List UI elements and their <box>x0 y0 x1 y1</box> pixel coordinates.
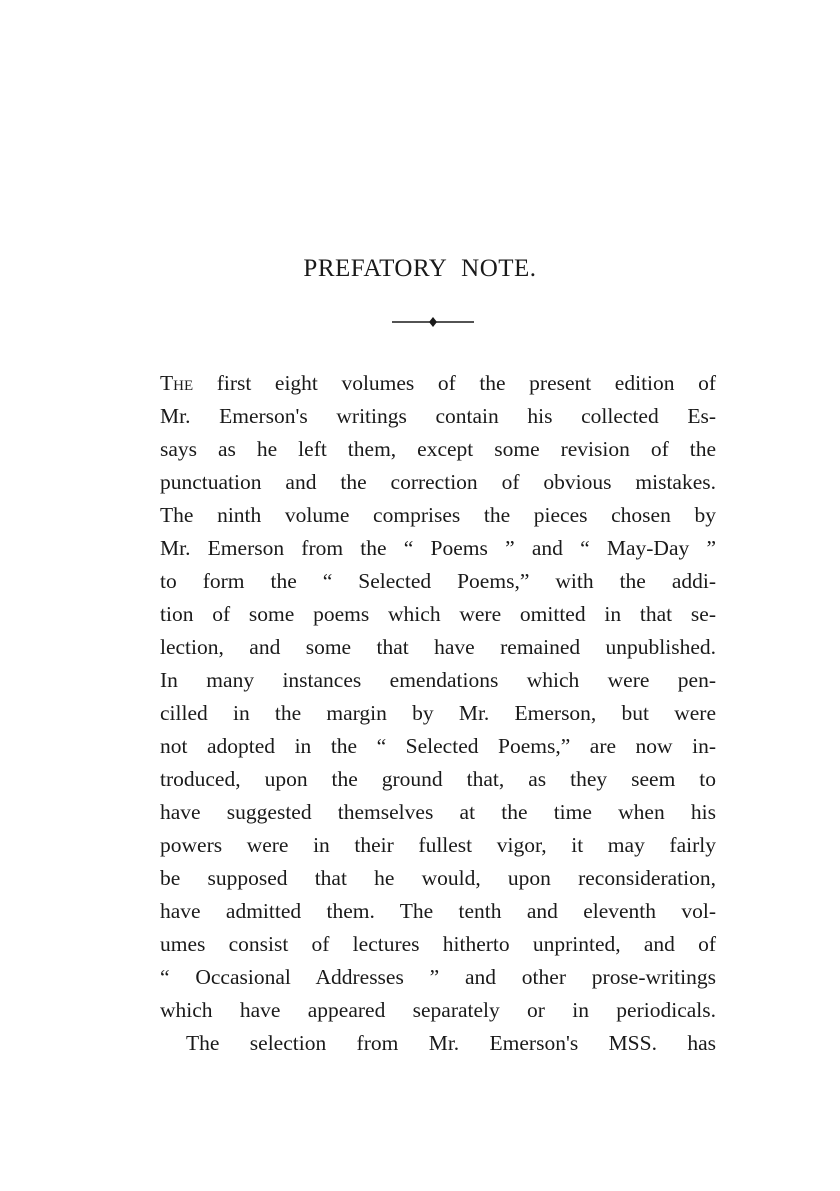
text-line: troduced, upon the ground that, as they seem to <box>160 767 716 791</box>
text-line: tion of some poems which were omitted in that se- <box>160 602 716 626</box>
first-line-rest: first eight volumes of the present edition of <box>216 371 716 395</box>
text-line: powers were in their fullest vigor, it may fairly <box>160 833 716 857</box>
text-line: Mr. Emerson's writings contain his collected Es- <box>160 404 716 428</box>
text-line: be supposed that he would, upon reconsideration, <box>160 866 716 890</box>
text-line: have admitted them. The tenth and eleventh vol- <box>160 899 716 923</box>
text-line: Mr. Emerson from the “ Poems ” and “ May-Day ” <box>160 536 716 560</box>
text-line: which have appeared separately or in periodicals. <box>160 998 716 1022</box>
prefatory-text <box>160 367 716 1060</box>
text-line: cilled in the margin by Mr. Emerson, but were <box>160 701 716 725</box>
text-line: have suggested themselves at the time when his <box>160 800 716 824</box>
lead-word-small-caps: The <box>160 371 194 395</box>
text-line: In many instances emendations which were pen- <box>160 668 716 692</box>
text-line: lection, and some that have remained unpublished. <box>160 635 716 659</box>
page-title: PREFATORY NOTE. <box>303 255 537 282</box>
text-line: not adopted in the “ Selected Poems,” are now in- <box>160 734 716 758</box>
text-line: umes consist of lectures hitherto unprinted, and of <box>160 932 716 956</box>
text-line: The selection from Mr. Emerson's MSS. has <box>186 1031 716 1055</box>
rule-with-diamond-ornament-icon <box>392 316 474 328</box>
text-line: “ Occasional Addresses ” and other prose-writings <box>160 965 716 989</box>
text-line: The ninth volume comprises the pieces chosen by <box>160 503 716 527</box>
text-line: says as he left them, except some revision of the <box>160 437 716 461</box>
text-line: punctuation and the correction of obvious mistakes. <box>160 470 716 494</box>
text-line: to form the “ Selected Poems,” with the addi- <box>160 569 716 593</box>
text-line <box>160 367 716 400</box>
